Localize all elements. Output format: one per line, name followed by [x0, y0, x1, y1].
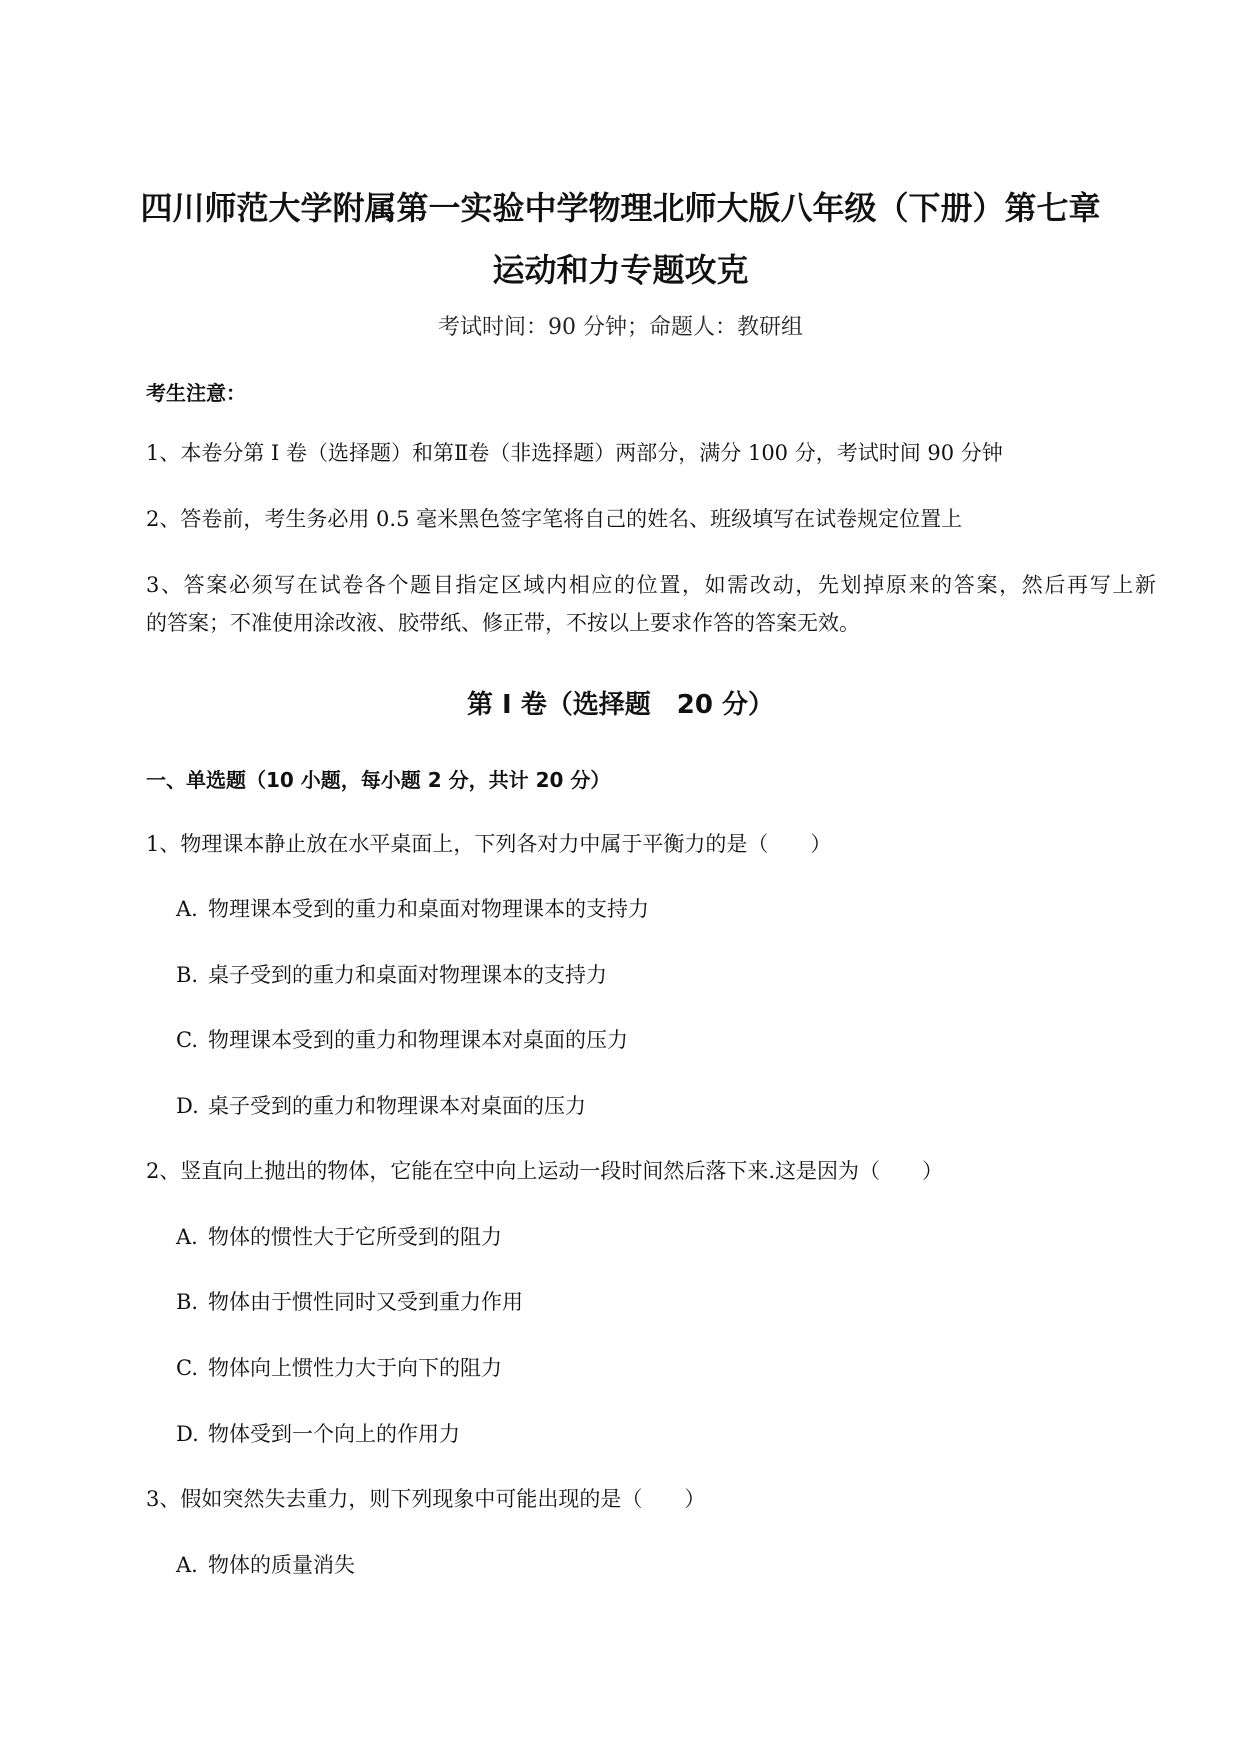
option-letter: A.: [176, 1225, 198, 1249]
option-text: 物体由于惯性同时又受到重力作用: [208, 1290, 523, 1314]
option-letter: D.: [176, 1094, 199, 1118]
option-text: 物体受到一个向上的作用力: [208, 1422, 460, 1446]
option-text: 桌子受到的重力和桌面对物理课本的支持力: [208, 963, 607, 987]
option-letter: C.: [176, 1028, 198, 1052]
option-text: 物体的惯性大于它所受到的阻力: [208, 1225, 502, 1249]
exam-title-line-1: 四川师范大学附属第一实验中学物理北师大版八年级（下册）第七章: [140, 189, 1101, 227]
notice-item-2: 2、答卷前，考生务必用 0.5 毫米黑色签字笔将自己的姓名、班级填写在试卷规定位置上: [146, 507, 963, 531]
question-2-option-d: [176, 1420, 460, 1448]
question-2-option-a: [176, 1223, 502, 1251]
option-letter: C.: [176, 1356, 198, 1380]
option-text: 桌子受到的重力和物理课本对桌面的压力: [208, 1094, 586, 1118]
option-letter: A.: [176, 897, 198, 921]
option-text: 物体的质量消失: [208, 1553, 355, 1577]
notice-heading: 考生注意：: [146, 381, 246, 405]
notice-item-1: 1、本卷分第 I 卷（选择题）和第Ⅱ卷（非选择题）两部分，满分 100 分，考试时间 90 分钟: [146, 441, 1003, 465]
exam-title-line-2: 运动和力专题攻克: [492, 251, 749, 289]
question-1-option-a: [176, 895, 649, 923]
question-2-option-c: [176, 1354, 502, 1382]
option-letter: B.: [176, 963, 199, 987]
section-title: 第 I 卷（选择题 20 分）: [466, 690, 774, 720]
option-text: 物体向上惯性力大于向下的阻力: [208, 1356, 502, 1380]
option-text: 物理课本受到的重力和物理课本对桌面的压力: [208, 1028, 628, 1052]
option-letter: A.: [176, 1553, 198, 1577]
part-heading: 一、单选题（10 小题，每小题 2 分，共计 20 分）: [146, 768, 611, 792]
question-3-stem: 3、假如突然失去重力，则下列现象中可能出现的是（ ）: [146, 1487, 706, 1511]
notice-item-3-line-2: 的答案；不准使用涂改液、胶带纸、修正带，不按以上要求作答的答案无效。: [146, 611, 860, 635]
notice-item-3-line-1: 3、答案必须写在试卷各个题目指定区域内相应的位置，如需改动，先划掉原来的答案，然后再写上新: [146, 573, 1156, 597]
question-2-option-b: [176, 1288, 523, 1316]
option-text: 物理课本受到的重力和桌面对物理课本的支持力: [208, 897, 649, 921]
question-2-stem: 2、竖直向上抛出的物体，它能在空中向上运动一段时间然后落下来.这是因为（ ）: [146, 1159, 944, 1183]
option-letter: B.: [176, 1290, 199, 1314]
question-3-option-a: [176, 1551, 355, 1579]
option-letter: D.: [176, 1422, 199, 1446]
question-1-option-d: [176, 1092, 586, 1120]
exam-subtitle: 考试时间：90 分钟；命题人：教研组: [438, 315, 803, 340]
question-1-option-c: [176, 1026, 628, 1054]
question-1-option-b: [176, 961, 607, 989]
question-1-stem: 1、物理课本静止放在水平桌面上，下列各对力中属于平衡力的是（ ）: [146, 832, 832, 856]
